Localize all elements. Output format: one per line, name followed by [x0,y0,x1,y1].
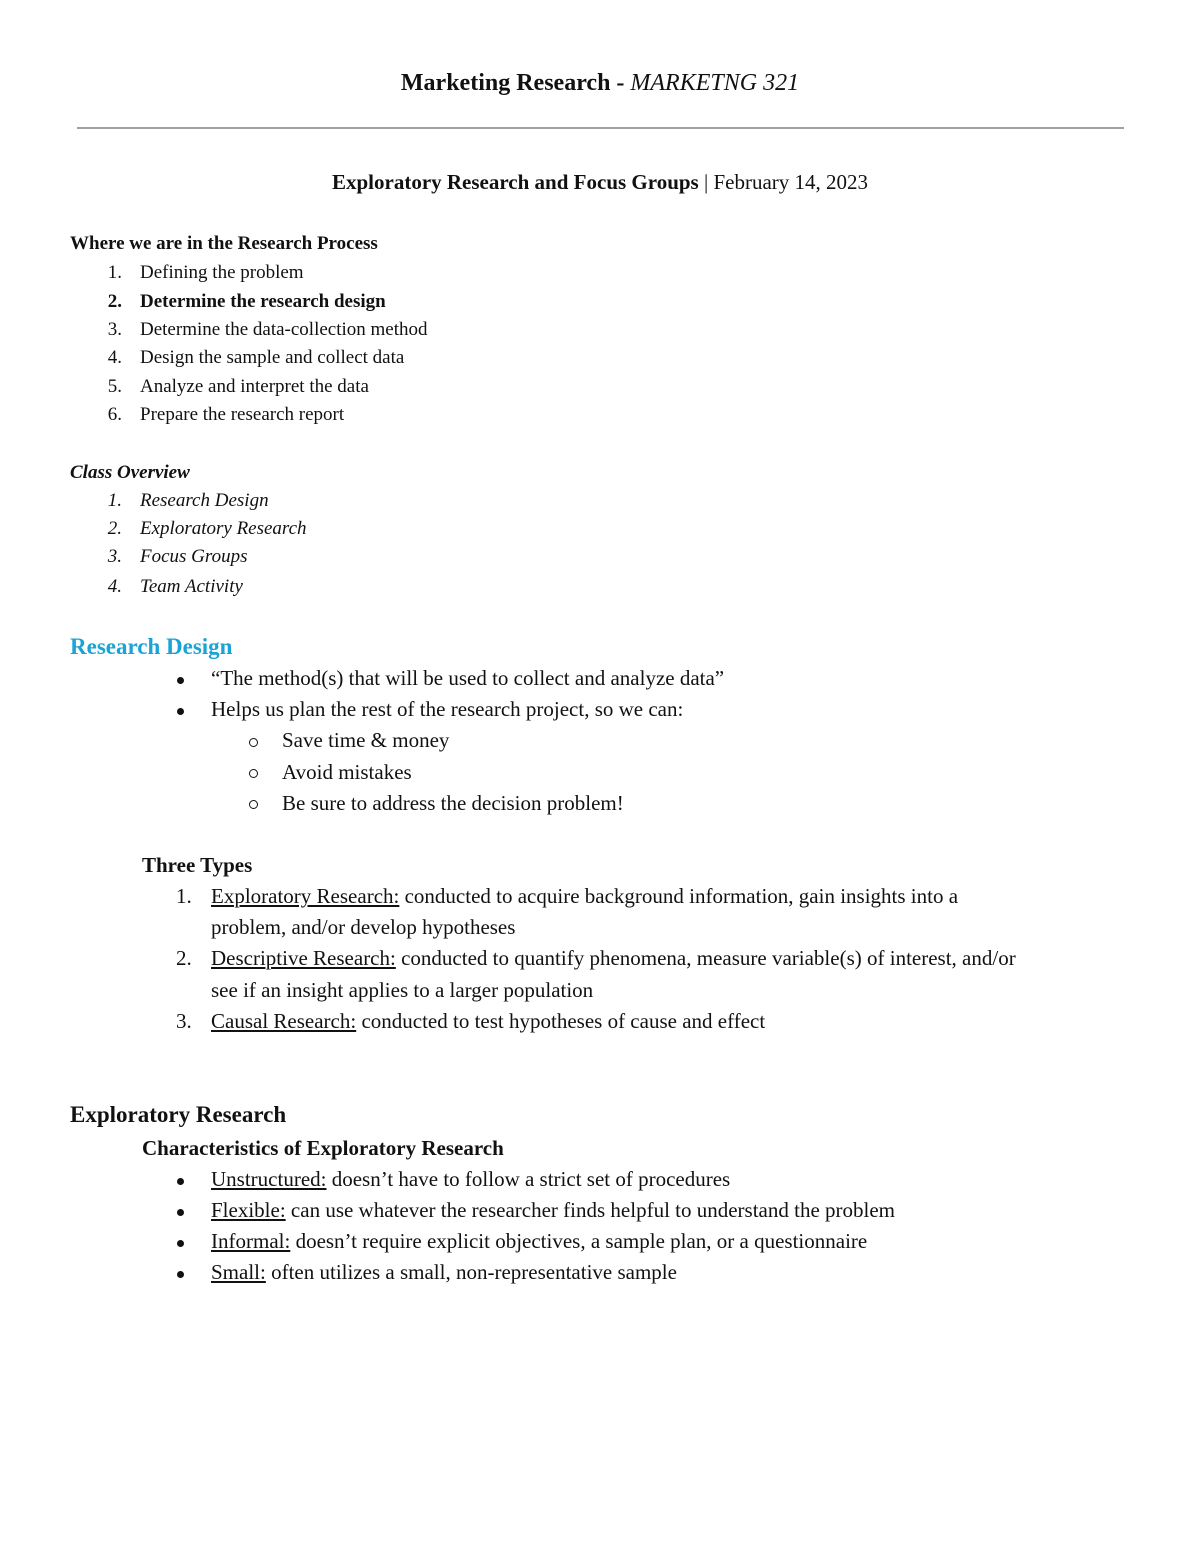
bullet-icon [177,1209,184,1216]
list-item: Flexible: can use whatever the researcher finds helpful to understand the problem [211,1198,896,1222]
hollow-bullet-icon [249,738,258,747]
course-name: Marketing Research - [400,70,631,96]
list-item: “The method(s) that will be used to collect and analyze data” [211,666,725,690]
hollow-bullet-icon [249,800,258,809]
bullet-icon [177,677,184,684]
section-heading-research-design: Research Design [70,634,233,659]
list-item-number: 2. [176,946,192,970]
list-item-number: 3. [176,1009,192,1033]
lecture-title [0,170,1200,195]
list-item: 3. Focus Groups [107,546,248,567]
list-item: 1. Research Design [107,490,269,511]
list-item: Avoid mistakes [282,760,412,784]
list-item: 2. Exploratory Research [107,518,307,539]
lecture-title-text: Exploratory Research and Focus Groups [331,170,699,194]
list-item: Causal Research: conducted to test hypotheses of cause and effect [211,1009,766,1033]
list-item: Be sure to address the decision problem! [282,791,624,815]
list-item: 4. Team Activity [107,576,243,597]
types-heading: Three Types [142,853,253,877]
section-heading-exploratory-research: Exploratory Research [70,1102,287,1127]
list-item: Exploratory Research: conducted to acquire background information, gain insights into a [211,884,959,908]
process-heading: Where we are in the Research Process [70,233,378,254]
list-item: 3. Determine the data-collection method [107,319,428,340]
bullet-icon [177,708,184,715]
overview-heading: Class Overview [70,462,190,483]
list-item: 6. Prepare the research report [107,404,345,425]
header-divider [77,127,1124,129]
term: Flexible: [211,1198,286,1222]
bullet-icon [177,1240,184,1247]
bullet-icon [177,1271,184,1278]
list-item-number: 1. [176,884,192,908]
subheading-characteristics: Characteristics of Exploratory Research [142,1136,504,1160]
term: Unstructured: [211,1167,327,1191]
list-item: 1. Defining the problem [107,262,304,283]
term: Causal Research: [211,1009,357,1033]
page-title [0,70,1200,97]
bullet-icon [177,1178,184,1185]
course-code: MARKETNG 321 [630,70,800,96]
list-item: Small: often utilizes a small, non-representative sample [211,1260,677,1284]
list-item: Descriptive Research: conducted to quantify phenomena, measure variable(s) of interest, and/or [211,946,1016,970]
term: Small: [211,1260,266,1284]
list-item: Save time & money [282,728,450,752]
list-item: Unstructured: doesn’t have to follow a strict set of procedures [211,1167,731,1191]
list-item: Informal: doesn’t require explicit objectives, a sample plan, or a questionnaire [211,1229,868,1253]
list-item-current-step: 2. Determine the research design [107,291,386,312]
list-item: Helps us plan the rest of the research project, so we can: [211,697,684,721]
list-item-continuation: problem, and/or develop hypotheses [211,915,516,939]
list-item: 5. Analyze and interpret the data [107,376,369,397]
term: Descriptive Research: [211,946,396,970]
list-item-continuation: see if an insight applies to a larger population [211,978,594,1002]
term: Informal: [211,1229,291,1253]
lecture-date: February 14, 2023 [713,170,869,194]
lecture-separator: | [698,170,714,194]
list-item: 4. Design the sample and collect data [107,347,405,368]
hollow-bullet-icon [249,769,258,778]
term: Exploratory Research: [211,884,400,908]
